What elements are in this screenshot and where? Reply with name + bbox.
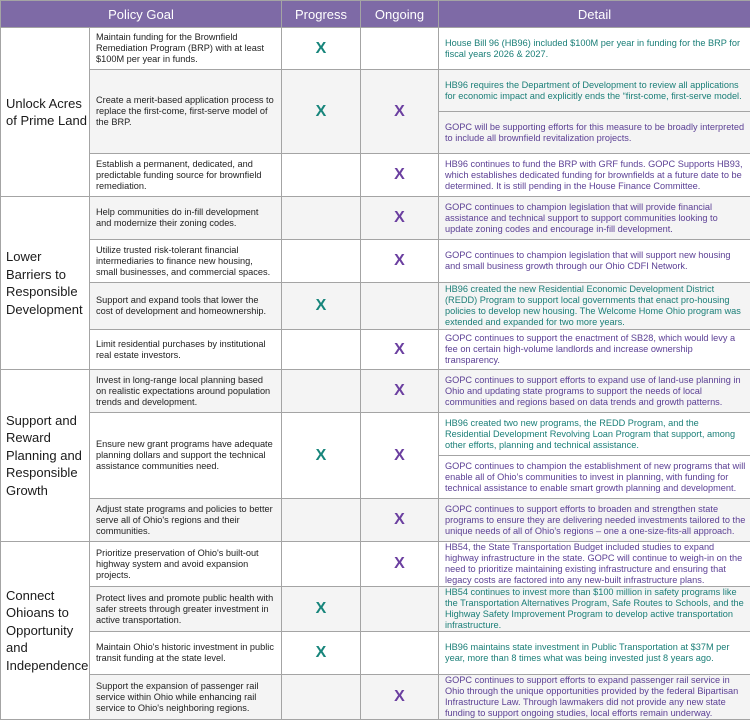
- policy-text: Adjust state programs and policies to better serve all of Ohio's regions and their communities.: [90, 499, 282, 542]
- policy-text: Limit residential purchases by institutional real estate investors.: [90, 330, 282, 370]
- progress-cell: [282, 197, 361, 240]
- detail-text: HB96 continues to fund the BRP with GRF funds. GOPC Supports HB93, which establishes dedicated funding for brownfields at a future date to be determined. It is still pending in the House Finance Committee.: [439, 154, 750, 197]
- detail-text: GOPC continues to champion legislation that will provide financial assistance and technical support to support communities looking to update zoning codes and encourage in-fill development.: [439, 197, 750, 240]
- detail-text: GOPC continues to support efforts to expand passenger rail service in Ohio through the unique opportunities provided by the federal Bipartisan Infrastructure Law. Through lawmakers did not provide any new state funding to support ongoing studies, local efforts remain underway.: [439, 675, 750, 720]
- detail-text: GOPC continues to support efforts to broaden and strengthen state programs to ensure they are delivering needed investments tailored to the unique needs of all of Ohio’s regions – one a one-size-fits-all approach.: [439, 499, 750, 542]
- detail-text: GOPC will be supporting efforts for this measure to be broadly interpreted to include all brownfield revitalization projects.: [439, 112, 750, 154]
- table-row: [1, 675, 750, 720]
- detail-text: GOPC continues to support efforts to expand use of land-use planning in Ohio and updating state programs to support the needs of local communities and regions based on data trends and growth patterns.: [439, 370, 750, 413]
- progress-cell: [282, 370, 361, 413]
- policy-text: Support the expansion of passenger rail service within Ohio while enhancing rail service to Ohio's neighboring regions.: [90, 675, 282, 720]
- header-row: [1, 1, 750, 28]
- detail-text: HB54, the State Transportation Budget included studies to expand highway infrastructure in the state. GOPC will continue to weigh-in on the need to prioritize maintaining existing infrastructure and ensuring that legacy costs are factored into any new-built infrastructure plans.: [439, 542, 750, 587]
- ongoing-mark: X: [361, 370, 439, 413]
- header-ongoing: Ongoing: [361, 1, 439, 28]
- goal-title: Support and Reward Planning and Responsible Growth: [1, 370, 90, 542]
- policy-text: Ensure new grant programs have adequate planning dollars and support the technical assistance communities need.: [90, 413, 282, 499]
- progress-cell: [282, 154, 361, 197]
- table-row: [1, 370, 750, 413]
- table-row: [1, 283, 750, 330]
- table-row: [1, 413, 750, 456]
- detail-text: HB96 requires the Department of Development to review all applications for economic impact and explicitly ends the “first-come, first-serve model.: [439, 70, 750, 112]
- policy-text: Prioritize preservation of Ohio's built-out highway system and avoid expansion projects.: [90, 542, 282, 587]
- progress-cell: [282, 542, 361, 587]
- table-row: [1, 28, 750, 70]
- ongoing-cell: [361, 283, 439, 330]
- policy-text: Maintain Ohio's historic investment in public transit funding at the state level.: [90, 632, 282, 675]
- detail-text: HB96 maintains state investment in Public Transportation at $37M per year, more than 8 times what was being invested just 8 years ago.: [439, 632, 750, 675]
- ongoing-mark: X: [361, 675, 439, 720]
- goal-title: Unlock Acres of Prime Land: [1, 28, 90, 197]
- policy-text: Protect lives and promote public health with safer streets through greater investment in active transportation.: [90, 587, 282, 632]
- header-detail: Detail: [439, 1, 750, 28]
- policy-text: Create a merit-based application process to replace the first-come, first-serve model of the BRP.: [90, 70, 282, 154]
- table-row: [1, 154, 750, 197]
- table-row: [1, 70, 750, 112]
- policy-text: Support and expand tools that lower the cost of development and homeownership.: [90, 283, 282, 330]
- detail-text: GOPC continues to support the enactment of SB28, which would levy a fee on certain high-volume landlords and increase ownership transparency.: [439, 330, 750, 370]
- detail-text: HB96 created two new programs, the REDD Program, and the Residential Development Revolving Loan Program that support, among other efforts, planning and technical assistance.: [439, 413, 750, 456]
- progress-cell: [282, 675, 361, 720]
- table-row: [1, 330, 750, 370]
- progress-cell: [282, 499, 361, 542]
- ongoing-mark: X: [361, 154, 439, 197]
- detail-text: GOPC continues to champion the establishment of new programs that will enable all of Ohio’s communities to invest in planning, with funding for technical assistance to enable smart growth planning and development.: [439, 456, 750, 499]
- ongoing-mark: X: [361, 499, 439, 542]
- policy-text: Help communities do in-fill development and modernize their zoning codes.: [90, 197, 282, 240]
- progress-mark: X: [282, 632, 361, 675]
- progress-mark: X: [282, 413, 361, 499]
- ongoing-cell: [361, 632, 439, 675]
- ongoing-mark: X: [361, 542, 439, 587]
- progress-mark: X: [282, 70, 361, 154]
- table-row: [1, 632, 750, 675]
- policy-text: Utilize trusted risk-tolerant financial intermediaries to finance new housing, small businesses, and commercial spaces.: [90, 240, 282, 283]
- ongoing-mark: X: [361, 413, 439, 499]
- ongoing-cell: [361, 28, 439, 70]
- detail-text: GOPC continues to champion legislation that will support new housing and small business growth through our Ohio CDFI Network.: [439, 240, 750, 283]
- header-policy-goal: Policy Goal: [1, 1, 282, 28]
- detail-text: HB96 created the new Residential Economic Development District (REDD) Program to support local governments that enact pro-housing policies to develop new housing. The Welcome Home Ohio program was extended and expanded for two more years.: [439, 283, 750, 330]
- policy-text: Invest in long-range local planning based on realistic expectations around population trends and development.: [90, 370, 282, 413]
- progress-cell: [282, 330, 361, 370]
- ongoing-cell: [361, 587, 439, 632]
- progress-mark: X: [282, 283, 361, 330]
- goal-title: Connect Ohioans to Opportunity and Independence: [1, 542, 90, 720]
- header-progress: Progress: [282, 1, 361, 28]
- progress-mark: X: [282, 28, 361, 70]
- detail-text: House Bill 96 (HB96) included $100M per year in funding for the BRP for fiscal years 2026 & 2027.: [439, 28, 750, 70]
- ongoing-mark: X: [361, 70, 439, 154]
- progress-mark: X: [282, 587, 361, 632]
- table-row: [1, 587, 750, 632]
- table-row: [1, 240, 750, 283]
- ongoing-mark: X: [361, 197, 439, 240]
- policy-text: Establish a permanent, dedicated, and predictable funding source for brownfield remediation.: [90, 154, 282, 197]
- detail-text: HB54 continues to invest more than $100 million in safety programs like the Transportation Alternatives Program, Safe Routes to Schools, and the Highway Safety Improvement Program to develop active transportation infrastructure.: [439, 587, 750, 632]
- policy-text: Maintain funding for the Brownfield Remediation Program (BRP) with at least $100M per year in funds.: [90, 28, 282, 70]
- ongoing-mark: X: [361, 240, 439, 283]
- goal-title: Lower Barriers to Responsible Development: [1, 197, 90, 370]
- progress-cell: [282, 240, 361, 283]
- table-row: [1, 197, 750, 240]
- ongoing-mark: X: [361, 330, 439, 370]
- table-row: [1, 542, 750, 587]
- table-row: [1, 499, 750, 542]
